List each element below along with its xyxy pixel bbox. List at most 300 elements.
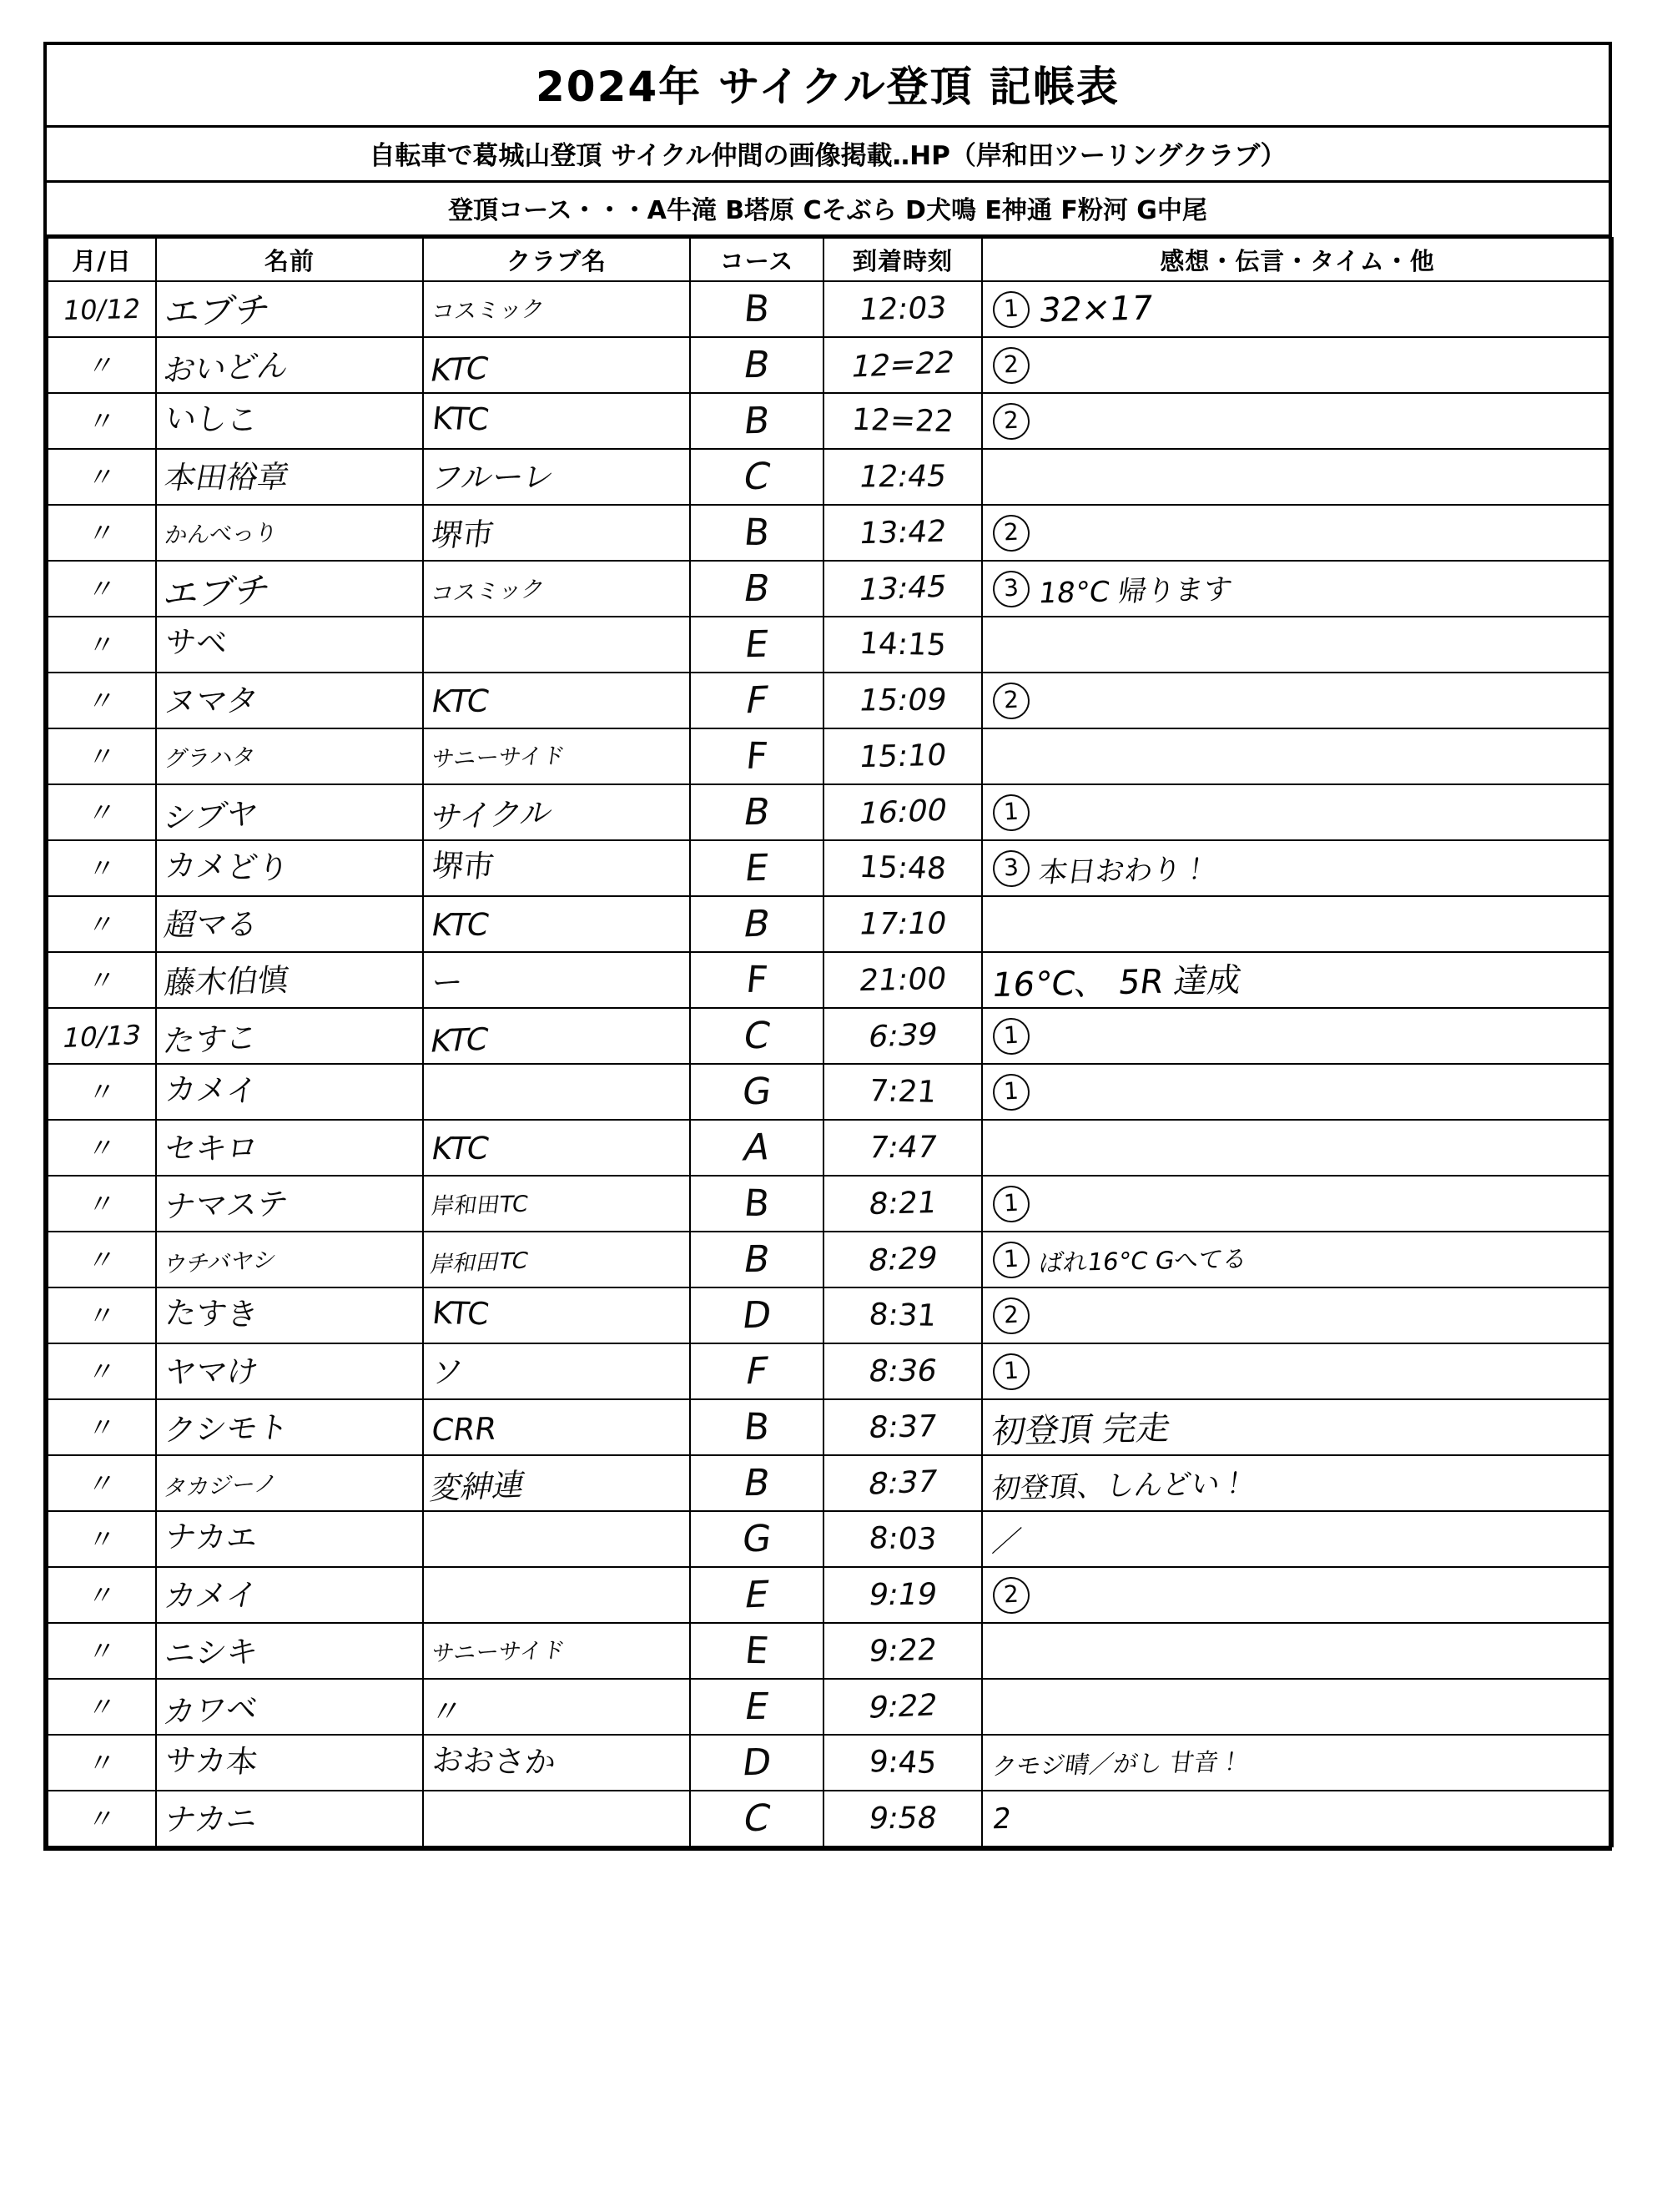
- cell-club-value: KTC: [430, 1294, 491, 1333]
- table-row: [48, 1511, 1613, 1567]
- table-row: [48, 1791, 1613, 1847]
- cell-name-value: 超マる: [161, 906, 261, 944]
- cell-name: [156, 673, 423, 728]
- cell-notes: [982, 784, 1613, 840]
- cell-date: [48, 1287, 156, 1343]
- cell-notes: [982, 896, 1613, 952]
- column-header-name: 名前: [156, 238, 423, 281]
- cell-date-value: 〃: [85, 908, 118, 940]
- cell-time-value: 12:03: [857, 290, 949, 327]
- cell-date-value: 〃: [84, 1466, 119, 1500]
- cell-date: [48, 1735, 156, 1791]
- cell-course: [690, 1567, 823, 1623]
- cell-time: [823, 673, 982, 728]
- column-header-notes: 感想・伝言・タイム・他: [982, 238, 1613, 281]
- cell-name: [156, 1511, 423, 1567]
- cell-time-value: 9:45: [867, 1744, 939, 1781]
- cell-name: [156, 1064, 423, 1120]
- table-header-row: [48, 238, 1613, 281]
- cell-date: [48, 561, 156, 617]
- cell-time: [823, 617, 982, 673]
- cell-time: [823, 1176, 982, 1232]
- cell-course-value: A: [739, 1125, 774, 1170]
- cell-course-value: E: [742, 846, 772, 889]
- cell-time: [823, 561, 982, 617]
- note-text: 32×17: [1036, 289, 1156, 330]
- cell-name-value: おいどん: [160, 347, 293, 389]
- cell-course-value: G: [739, 1070, 774, 1113]
- cell-course: [690, 1679, 823, 1735]
- page-subtitle: 自転車で葛城山登頂 サイクル仲間の画像掲載‥HP（岸和田ツーリングクラブ）: [369, 141, 1287, 171]
- cell-name: [156, 1176, 423, 1232]
- cell-date: [48, 617, 156, 673]
- cell-course: [690, 1008, 823, 1064]
- table-row: [48, 281, 1613, 337]
- cell-name: [156, 1120, 423, 1176]
- note-text: ／: [990, 1524, 1024, 1559]
- cell-time-value: 16:00: [855, 793, 950, 831]
- cell-club-value: サイクル: [427, 794, 556, 836]
- cell-time-value: 15:09: [856, 683, 949, 718]
- cell-course-value: B: [739, 901, 774, 946]
- cell-name: [156, 281, 423, 337]
- circled-number-badge: 3: [992, 849, 1030, 887]
- cell-name-value: シブヤ: [160, 795, 261, 836]
- cell-date-value: 10/12: [61, 292, 143, 326]
- cell-course: [690, 617, 823, 673]
- cell-time-value: 21:00: [857, 961, 949, 998]
- cell-name: [156, 1679, 423, 1735]
- cell-club-value: [424, 1536, 688, 1542]
- cell-name-value: カメどり: [163, 847, 291, 886]
- cell-time-value: 17:10: [856, 906, 949, 941]
- cell-club: [423, 337, 690, 393]
- cell-notes: [982, 1735, 1613, 1791]
- cell-name: [156, 1287, 423, 1343]
- cell-name-value: カメイ: [161, 1577, 261, 1615]
- cell-name: [156, 1008, 423, 1064]
- cell-time-value: 12:45: [856, 459, 949, 494]
- cell-date-value: 10/13: [59, 1018, 144, 1054]
- cell-course-value: B: [742, 511, 772, 554]
- cell-name: [156, 1735, 423, 1791]
- column-header-course: コース: [690, 238, 823, 281]
- cell-course: [690, 1623, 823, 1679]
- table-row: [48, 505, 1613, 561]
- cell-name: [156, 1232, 423, 1287]
- cell-notes: [982, 561, 1613, 617]
- cell-club-value: コスミック: [428, 576, 547, 607]
- cell-date-value: 〃: [84, 795, 119, 829]
- cell-club: [423, 1008, 690, 1064]
- cell-club: [423, 728, 690, 784]
- cell-name-value: セキロ: [161, 1130, 261, 1167]
- cell-name-value: たすき: [163, 1294, 260, 1333]
- cell-date-value: 〃: [86, 1299, 118, 1332]
- cell-name-value: いしこ: [163, 400, 260, 439]
- cell-club-value: KTC: [428, 683, 492, 720]
- cell-time-value: 8:31: [867, 1297, 939, 1333]
- cell-name-value: エブチ: [159, 568, 274, 615]
- cell-course-value: B: [740, 1237, 773, 1281]
- sheet-title-row: [47, 45, 1609, 128]
- cell-time: [823, 1511, 982, 1567]
- circled-number-badge: 3: [992, 569, 1030, 607]
- cell-club-value: [424, 642, 688, 647]
- cell-date-value: 〃: [85, 1131, 118, 1164]
- cell-course-value: C: [739, 454, 774, 499]
- cell-club: [423, 281, 690, 337]
- cell-name-value: ナマステ: [162, 1186, 291, 1225]
- cell-course-value: D: [739, 1741, 774, 1784]
- cell-date: [48, 952, 156, 1008]
- cell-club-value: [424, 1089, 688, 1095]
- circled-number-badge: 2: [992, 681, 1030, 719]
- cell-time: [823, 1455, 982, 1511]
- cell-date: [48, 1120, 156, 1176]
- course-legend: 登頂コース・・・A牛滝 B塔原 Cそぶら D犬鳴 E神通 F粉河 G中尾: [448, 196, 1207, 225]
- cell-club: [423, 449, 690, 505]
- cell-date-value: 〃: [85, 1802, 118, 1835]
- cell-course: [690, 1064, 823, 1120]
- cell-notes: [982, 1455, 1613, 1511]
- circled-number-badge: 2: [992, 401, 1030, 440]
- cell-notes: [982, 1623, 1613, 1679]
- cell-time-value: 8:37: [866, 1408, 939, 1445]
- cell-time-value: 8:21: [866, 1185, 939, 1222]
- cell-date: [48, 1455, 156, 1511]
- cell-date: [48, 728, 156, 784]
- cell-name: [156, 449, 423, 505]
- table-row: [48, 673, 1613, 728]
- cell-course: [690, 1120, 823, 1176]
- cell-course-value: B: [742, 287, 772, 330]
- cell-name-value: ヤマけ: [161, 1353, 261, 1391]
- cell-name-value: ヌマタ: [161, 683, 261, 720]
- cell-time-value: 12=22: [850, 402, 956, 439]
- table-row: [48, 896, 1613, 952]
- cell-notes: [982, 952, 1613, 1008]
- cell-date-value: 〃: [85, 684, 118, 717]
- cell-club-value: KTC: [430, 400, 491, 438]
- cell-time-value: 14:15: [858, 626, 949, 663]
- circled-number-badge: 1: [992, 1240, 1030, 1278]
- cell-club: [423, 561, 690, 617]
- cell-notes: [982, 1399, 1613, 1455]
- cell-time-value: 8:36: [865, 1353, 940, 1388]
- cell-date-value: 〃: [84, 348, 119, 382]
- cell-date: [48, 896, 156, 952]
- cell-club: [423, 1232, 690, 1287]
- cell-name-value: たすこ: [160, 1019, 261, 1060]
- cell-name-value: カワベ: [160, 1690, 261, 1731]
- table-row: [48, 1064, 1613, 1120]
- cell-time: [823, 1120, 982, 1176]
- cell-club: [423, 1064, 690, 1120]
- cell-name: [156, 784, 423, 840]
- cell-club-value: 堺市: [430, 847, 496, 885]
- cell-course-value: E: [742, 622, 772, 666]
- cell-time-value: 8:37: [865, 1464, 941, 1502]
- cell-course-value: E: [741, 1685, 773, 1728]
- cell-club-value: KTC: [428, 1130, 492, 1167]
- cell-course: [690, 337, 823, 393]
- column-header-club: クラブ名: [423, 238, 690, 281]
- table-row: [48, 1232, 1613, 1287]
- cell-club-value: サニーサイド: [430, 1637, 567, 1667]
- cell-notes: [982, 1008, 1613, 1064]
- cell-date: [48, 1791, 156, 1847]
- cell-date-value: 〃: [84, 1242, 119, 1277]
- cell-course: [690, 784, 823, 840]
- cell-notes: [982, 337, 1613, 393]
- circled-number-badge: 2: [992, 1575, 1030, 1614]
- cell-course: [690, 1399, 823, 1455]
- note-text: 初登頂、しんどい！: [990, 1466, 1251, 1506]
- cell-name-value: ニシキ: [162, 1633, 260, 1672]
- cell-date: [48, 1064, 156, 1120]
- cell-name-value: クシモト: [162, 1409, 291, 1449]
- cell-date: [48, 393, 156, 449]
- cell-course: [690, 281, 823, 337]
- cell-time: [823, 505, 982, 561]
- cell-name-value: タカジーノ: [161, 1470, 280, 1502]
- cell-time-value: 15:48: [858, 849, 949, 886]
- cell-name: [156, 1623, 423, 1679]
- cell-time: [823, 1008, 982, 1064]
- cell-notes: [982, 1511, 1613, 1567]
- cell-course-value: B: [740, 1461, 773, 1504]
- cell-notes: [982, 1176, 1613, 1232]
- cell-date: [48, 1343, 156, 1399]
- cell-club-value: フルーレ: [428, 459, 557, 496]
- cell-name: [156, 1455, 423, 1511]
- table-row: [48, 952, 1613, 1008]
- sheet-subtitle-row: [47, 128, 1609, 183]
- note-text: 本日おわり！: [1036, 852, 1212, 890]
- cell-course: [690, 1176, 823, 1232]
- cell-club: [423, 784, 690, 840]
- cell-time-value: 9:22: [866, 1632, 939, 1669]
- cell-course-value: B: [742, 1405, 772, 1449]
- cell-club: [423, 673, 690, 728]
- cell-date: [48, 449, 156, 505]
- cell-date-value: 〃: [86, 1635, 118, 1667]
- cell-date-value: 〃: [86, 1187, 118, 1220]
- cell-date: [48, 505, 156, 561]
- cell-course-value: F: [743, 734, 770, 778]
- circled-number-badge: 1: [992, 290, 1030, 328]
- table-row: [48, 1120, 1613, 1176]
- cell-name-value: カメイ: [163, 1071, 259, 1110]
- table-row: [48, 617, 1613, 673]
- cell-name: [156, 393, 423, 449]
- cell-date: [48, 673, 156, 728]
- cell-name: [156, 561, 423, 617]
- cell-time: [823, 784, 982, 840]
- cell-time-value: 9:58: [865, 1801, 940, 1836]
- cell-course: [690, 952, 823, 1008]
- cell-time: [823, 1735, 982, 1791]
- circled-number-badge: 2: [992, 345, 1030, 384]
- cell-course: [690, 1735, 823, 1791]
- cell-date-value: 〃: [85, 461, 118, 493]
- cell-course: [690, 561, 823, 617]
- cell-course-value: B: [740, 567, 773, 610]
- table-row: [48, 1008, 1613, 1064]
- cell-club: [423, 1176, 690, 1232]
- cell-course: [690, 840, 823, 896]
- table-row: [48, 337, 1613, 393]
- cell-club: [423, 1343, 690, 1399]
- table-row: [48, 784, 1613, 840]
- cell-time: [823, 896, 982, 952]
- note-text: ばれ16°C Gへてる: [1037, 1244, 1249, 1277]
- cell-course: [690, 728, 823, 784]
- circled-number-badge: 1: [992, 1016, 1030, 1055]
- cell-date: [48, 1567, 156, 1623]
- cell-date: [48, 281, 156, 337]
- cell-course: [690, 393, 823, 449]
- cell-notes: [982, 1679, 1613, 1735]
- cell-notes: [982, 617, 1613, 673]
- cell-name: [156, 1399, 423, 1455]
- cell-club: [423, 505, 690, 561]
- cell-time-value: 9:19: [865, 1577, 940, 1612]
- cell-course: [690, 1287, 823, 1343]
- cell-date: [48, 1232, 156, 1287]
- cell-club-value: 岸和田TC: [428, 1247, 531, 1278]
- cell-name-value: サベ: [163, 623, 229, 662]
- cell-name: [156, 1791, 423, 1847]
- cell-notes: [982, 505, 1613, 561]
- cell-club-value: コスミック: [430, 296, 546, 325]
- cell-course: [690, 1455, 823, 1511]
- cell-date: [48, 784, 156, 840]
- cell-date-value: 〃: [84, 572, 119, 606]
- cell-date-value: 〃: [86, 405, 118, 437]
- cell-date: [48, 1176, 156, 1232]
- cell-club: [423, 952, 690, 1008]
- cell-name: [156, 840, 423, 896]
- cell-club: [423, 1735, 690, 1791]
- cell-course: [690, 1511, 823, 1567]
- cell-date-value: 〃: [85, 1355, 118, 1388]
- cell-time-value: 8:03: [867, 1520, 939, 1557]
- cell-course-value: C: [739, 1796, 774, 1841]
- table-row: [48, 449, 1613, 505]
- cell-club: [423, 617, 690, 673]
- page-title: 2024年 サイクル登頂 記帳表: [536, 63, 1120, 111]
- cell-time-value: 15:10: [857, 738, 949, 774]
- cell-club-value: ー: [429, 964, 466, 1001]
- cell-course: [690, 505, 823, 561]
- cell-course: [690, 449, 823, 505]
- cell-name: [156, 952, 423, 1008]
- note-text: 2: [990, 1801, 1014, 1836]
- cell-name: [156, 1343, 423, 1399]
- cell-date-value: 〃: [86, 964, 118, 996]
- cell-time: [823, 1064, 982, 1120]
- cell-name: [156, 1567, 423, 1623]
- cell-club-value: 変紳連: [427, 1466, 528, 1507]
- cell-course-value: C: [739, 1014, 774, 1057]
- cell-club: [423, 896, 690, 952]
- cell-notes: [982, 1287, 1613, 1343]
- cell-club: [423, 1287, 690, 1343]
- cell-notes: [982, 449, 1613, 505]
- table-row: [48, 1679, 1613, 1735]
- cell-date-value: 〃: [86, 1746, 118, 1779]
- cell-name-value: 藤木伯慎: [162, 962, 291, 1001]
- table-row: [48, 1287, 1613, 1343]
- cell-time: [823, 393, 982, 449]
- cell-club-value: 堺市: [429, 516, 496, 554]
- cell-name-value: エブチ: [162, 289, 274, 333]
- cell-course-value: F: [742, 678, 773, 723]
- cell-time: [823, 1399, 982, 1455]
- cell-course-value: G: [739, 1517, 774, 1560]
- table-row: [48, 1176, 1613, 1232]
- cell-time: [823, 1287, 982, 1343]
- cell-date-value: 〃: [86, 740, 118, 773]
- cell-time: [823, 337, 982, 393]
- table-row: [48, 393, 1613, 449]
- cell-course: [690, 896, 823, 952]
- cell-date-value: 〃: [86, 1411, 118, 1444]
- note-text: 16°C、 5R 達成: [989, 960, 1244, 1005]
- column-header-date: 月/日: [48, 238, 156, 281]
- circled-number-badge: 1: [992, 1184, 1030, 1222]
- cell-time-value: 13:42: [857, 514, 949, 551]
- cell-course: [690, 673, 823, 728]
- cell-club: [423, 1120, 690, 1176]
- cell-notes: [982, 1064, 1613, 1120]
- cell-time: [823, 1623, 982, 1679]
- cell-course: [690, 1343, 823, 1399]
- cell-club: [423, 840, 690, 896]
- cell-time: [823, 1791, 982, 1847]
- cell-club-value: おおさか: [430, 1741, 558, 1781]
- circled-number-badge: 1: [992, 1352, 1030, 1390]
- cell-club: [423, 1511, 690, 1567]
- table-row: [48, 728, 1613, 784]
- cell-club-value: CRR: [429, 1410, 499, 1449]
- cell-notes: [982, 1120, 1613, 1176]
- table-row: [48, 1399, 1613, 1455]
- cell-name-value: 本田裕章: [161, 459, 292, 496]
- cell-time: [823, 1232, 982, 1287]
- cell-name: [156, 728, 423, 784]
- cell-notes: [982, 1343, 1613, 1399]
- circled-number-badge: 1: [992, 1072, 1030, 1111]
- cell-course-value: D: [739, 1293, 774, 1337]
- cell-time: [823, 281, 982, 337]
- cell-course-value: B: [742, 1182, 772, 1225]
- cell-time-value: 7:21: [867, 1073, 939, 1110]
- table-row: [48, 1343, 1613, 1399]
- cell-notes: [982, 673, 1613, 728]
- cell-notes: [982, 393, 1613, 449]
- cell-name-value: ナカエ: [163, 1518, 259, 1557]
- cell-date-value: 〃: [86, 852, 118, 884]
- cell-course: [690, 1791, 823, 1847]
- note-text: クモジ晴／がし 甘音！: [990, 1746, 1245, 1781]
- cell-date: [48, 1008, 156, 1064]
- cell-name-value: ナカニ: [161, 1801, 261, 1838]
- cell-notes: [982, 1791, 1613, 1847]
- cell-date: [48, 1623, 156, 1679]
